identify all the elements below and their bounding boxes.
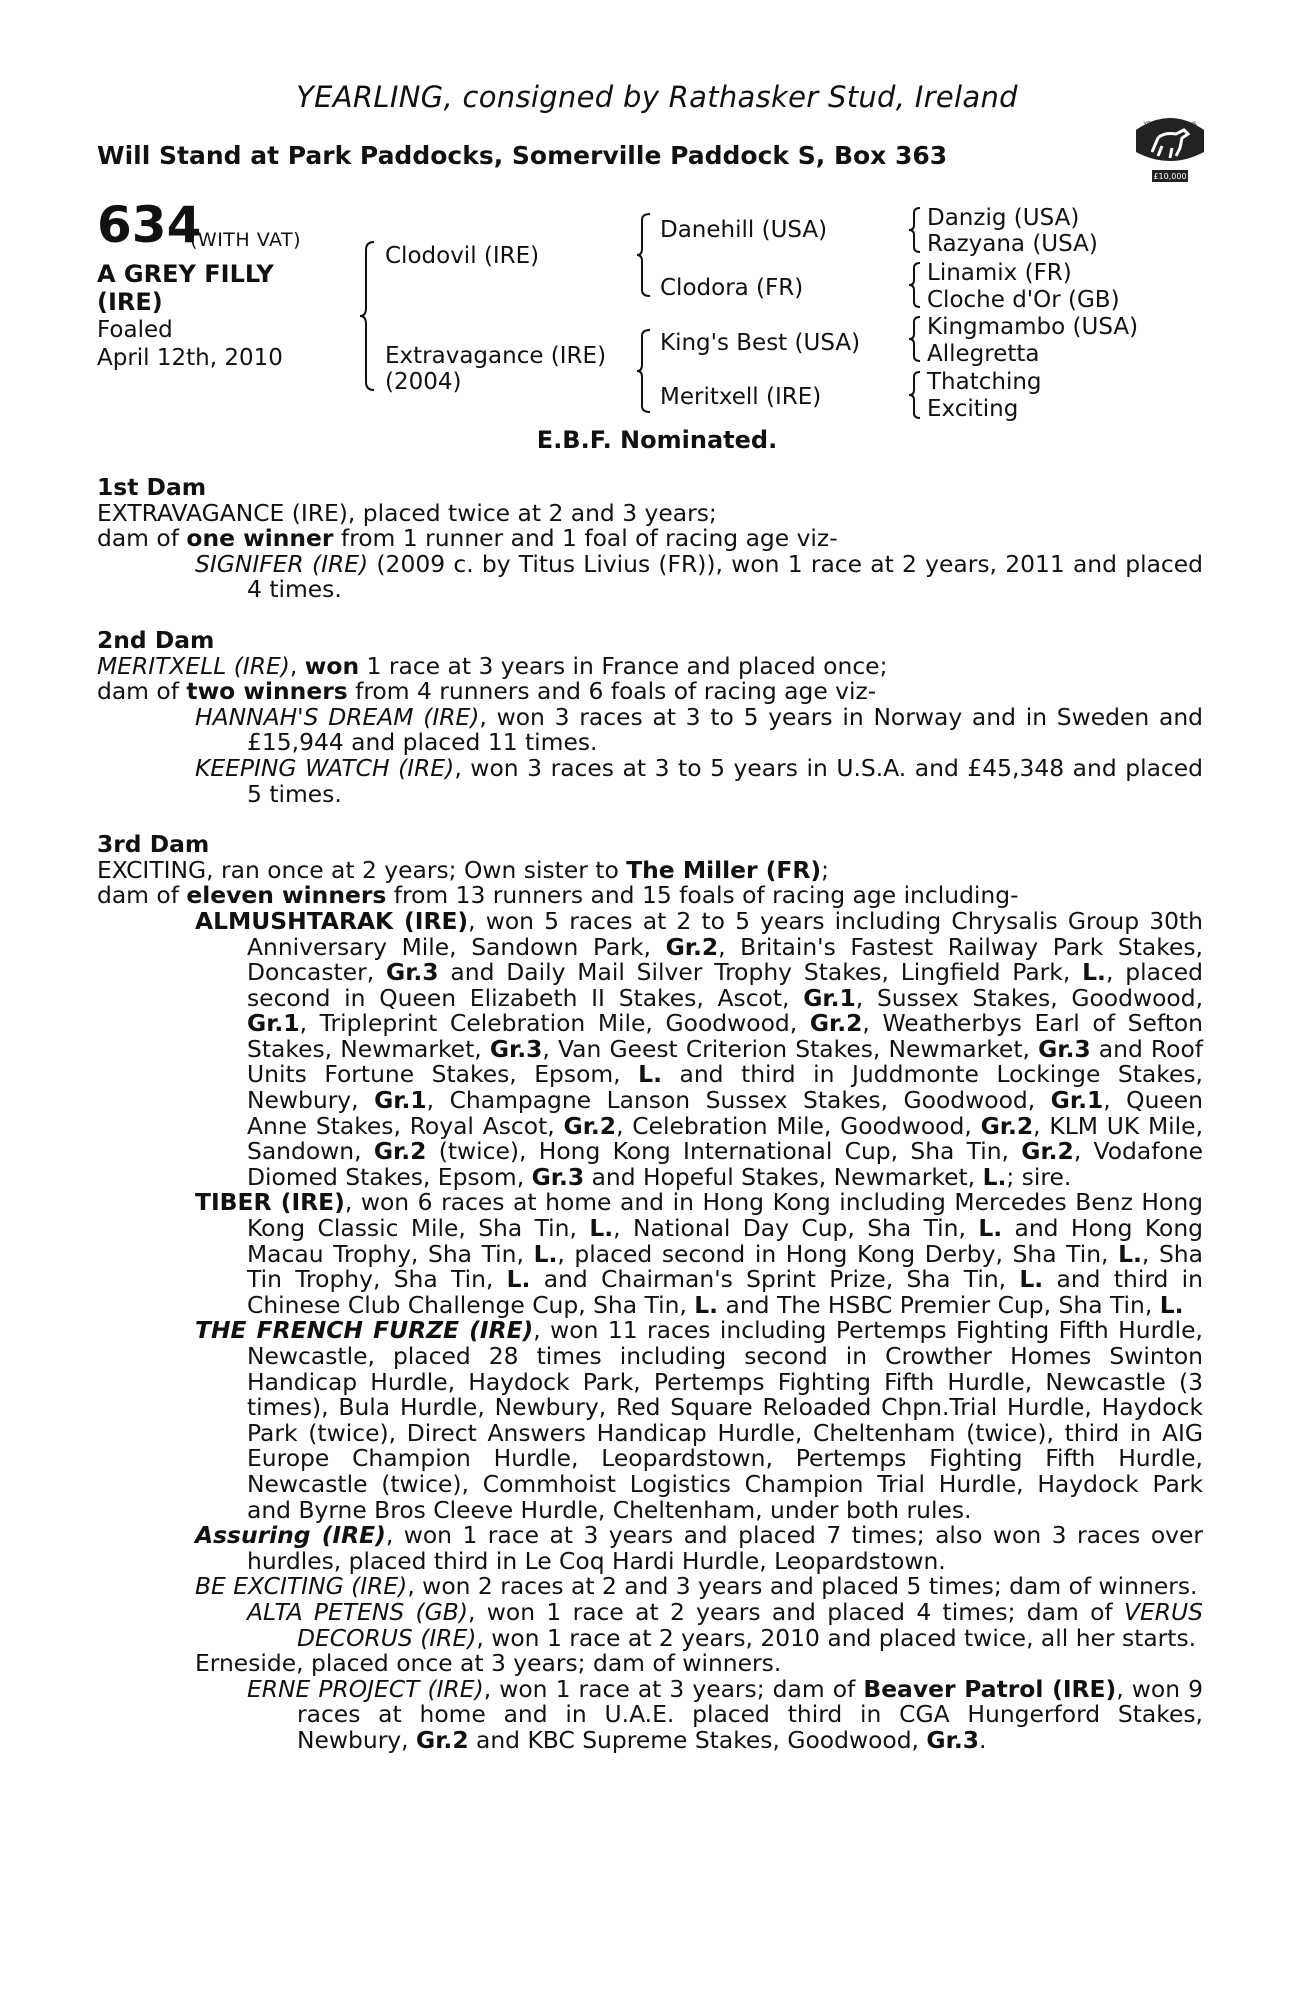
dam3-produce-french-furze: THE FRENCH FURZE (IRE), won 11 races including Pertemps Fighting Fifth Hurdle, Newcastle, placed 28 times including second in Crowther Homes Swinton Handicap Hurdle, Haydock Park, Pertemps Fighting Fifth Hurdle, Newcastle (3 times), Bula Hurdle, Newbury, Red Square Reloaded Chpn.Trial Hurdle, Haydock Park (twice), Direct Answers Handicap Hurdle, Cheltenham (twice), third in AIG Europe Champion Hurdle, Leopardstown, Pertemps Fighting Fifth Hurdle, Newcastle (twice), Commhoist Logistics Champion Trial Hurdle, Haydock Park and Byrne Bros Cleeve Hurdle, Cheltenham, under both rules. (195, 1316, 1203, 1524)
pedigree-sire: Clodovil (IRE) (385, 243, 540, 269)
pedigree-brace-sire (636, 212, 652, 298)
foaled-date: April 12th, 2010 (97, 345, 283, 371)
catalogue-body (97, 475, 1203, 1754)
pedigree-g3-1: Danzig (USA) (927, 205, 1080, 231)
lot-number: 634 (97, 196, 202, 254)
stand-location: Will Stand at Park Paddocks, Somerville Paddock S, Box 363 (97, 141, 948, 170)
brace-g3-4 (908, 370, 922, 420)
section-heading-1st-dam: 1st Dam (97, 473, 207, 501)
pedigree-g3-4: Cloche d'Or (GB) (927, 287, 1120, 313)
dam2-line2: dam of two winners from 4 runners and 6 foals of racing age viz- (97, 677, 877, 706)
yearling-bonus-logo (1128, 96, 1212, 188)
pedigree-dam-dam: Meritxell (IRE) (660, 384, 822, 410)
section-heading-3rd-dam: 3rd Dam (97, 830, 210, 859)
dam3-produce-almushtarak: ALMUSHTARAK (IRE), won 5 races at 2 to 5 years including Chrysalis Group 30th Anniversary Mile, Sandown Park, Gr.2, Britain's Fastest Railway Park Stakes, Doncaster, Gr.3 and Daily Mail Silver Trophy Stakes, Lingfield Park, L., placed second in Queen Elizabeth II Stakes, Ascot, Gr.1, Sussex Stakes, Goodwood, Gr.1, Tripleprint Celebration Mile, Goodwood, Gr.2, Weatherbys Earl of Sefton Stakes, Newmarket, Gr.3, Van Geest Criterion Stakes, Newmarket, Gr.3 and Roof Units Fortune Stakes, Epsom, L. and third in Juddmonte Lockinge Stakes, Newbury, Gr.1, Champagne Lanson Sussex Stakes, Goodwood, Gr.1, Queen Anne Stakes, Royal Ascot, Gr.2, Celebration Mile, Goodwood, Gr.2, KLM UK Mile, Sandown, Gr.2 (twice), Hong Kong International Cup, Sha Tin, Gr.2, Vodafone Diomed Stakes, Epsom, Gr.3 and Hopeful Stakes, Newmarket, L.; sire. (195, 906, 1204, 1191)
horse-name-line2: (IRE) (97, 288, 163, 316)
dam1-line2: dam of one winner from 1 runner and 1 foal of racing age viz- (97, 524, 838, 553)
section-heading-2nd-dam: 2nd Dam (97, 625, 215, 654)
pedigree-sire-dam: Clodora (FR) (660, 275, 804, 301)
vat-note: (WITH VAT) (190, 229, 302, 251)
dam3-produce-tiber: TIBER (IRE), won 6 races at home and in Hong Kong including Mercedes Benz Hong Kong Classic Mile, Sha Tin, L., National Day Cup, Sha Tin, L. and Hong Kong Macau Trophy, Sha Tin, L., placed second in Hong Kong Derby, Sha Tin, L., Sha Tin Trophy, Sha Tin, L. and Chairman's Sprint Prize, Sha Tin, L. and third in Chinese Club Challenge Cup, Sha Tin, L. and The HSBC Premier Cup, Sha Tin, L. (195, 1188, 1203, 1319)
horse-name (97, 260, 274, 316)
dam3-line2: dam of eleven winners from 13 runners and 15 foals of racing age including- (97, 881, 1019, 910)
badge-top-text: YEARLING BONUS (1143, 121, 1197, 128)
ebf-nominated: E.B.F. Nominated. (536, 426, 778, 454)
dam3-grandproduce-alta-petens: ALTA PETENS (GB), won 1 race at 2 years and placed 4 times; dam of VERUS DECORUS (IRE), won 1 race at 2 years, 2010 and placed twice, all her starts. (247, 1597, 1203, 1652)
brace-g3-1 (908, 206, 922, 254)
dam1-produce-signifer: SIGNIFER (IRE) (2009 c. by Titus Livius (FR)), won 1 race at 2 years, 2011 and placed 4 times. (195, 549, 1204, 604)
dam2-produce-hannahs-dream: HANNAH'S DREAM (IRE), won 3 races at 3 to 5 years in Norway and in Sweden and £15,944 and placed 11 times. (195, 702, 1203, 757)
page-title: YEARLING, consigned by Rathasker Stud, Ireland (296, 80, 1018, 114)
dam3-produce-erneside: Erneside, placed once at 3 years; dam of winners. (195, 1649, 782, 1678)
pedigree-dam-sire: King's Best (USA) (660, 330, 861, 356)
pedigree-g3-6: Allegretta (927, 341, 1040, 367)
dam3-produce-assuring: Assuring (IRE), won 1 race at 3 years and placed 7 times; also won 3 races over hurdles, placed third in Le Coq Hardi Hurdle, Leopardstown. (195, 1521, 1203, 1575)
pedigree-dam-line2: (2004) (385, 369, 462, 395)
dam2-line1: MERITXELL (IRE), won 1 race at 3 years in France and placed once; (97, 651, 888, 680)
pedigree-g3-8: Exciting (927, 396, 1019, 422)
pedigree-dam-line1: Extravagance (IRE) (385, 343, 607, 369)
pedigree-brace-main (358, 240, 378, 392)
pedigree-g3-3: Linamix (FR) (927, 260, 1072, 286)
dam1-line1: EXTRAVAGANCE (IRE), placed twice at 2 and 3 years; (97, 498, 717, 527)
pedigree-g3-7: Thatching (927, 369, 1042, 395)
badge-amount: £10,000 (1153, 172, 1187, 181)
dam3-line1: EXCITING, ran once at 2 years; Own sister to The Miller (FR); (97, 855, 829, 884)
pedigree-g3-2: Razyana (USA) (927, 231, 1098, 257)
pedigree-g3-5: Kingmambo (USA) (927, 314, 1139, 340)
foaled-label: Foaled (97, 317, 173, 343)
brace-g3-2 (908, 261, 922, 309)
brace-g3-3 (908, 315, 922, 363)
dam3-produce-be-exciting: BE EXCITING (IRE), won 2 races at 2 and 3 years and placed 5 times; dam of winners. (195, 1572, 1198, 1601)
pedigree-brace-dam (636, 328, 652, 414)
horse-name-line1: A GREY FILLY (97, 260, 274, 288)
dam3-grandproduce-erne-project: ERNE PROJECT (IRE), won 1 race at 3 years; dam of Beaver Patrol (IRE), won 9 races at home and in U.A.E. placed third in CGA Hungerford Stakes, Newbury, Gr.2 and KBC Supreme Stakes, Goodwood, Gr.3. (247, 1674, 1203, 1754)
dam2-produce-keeping-watch: KEEPING WATCH (IRE), won 3 races at 3 to 5 years in U.S.A. and £45,348 and placed 5 times. (195, 753, 1204, 808)
foaled-info (97, 316, 283, 372)
pedigree-sire-sire: Danehill (USA) (660, 217, 828, 243)
